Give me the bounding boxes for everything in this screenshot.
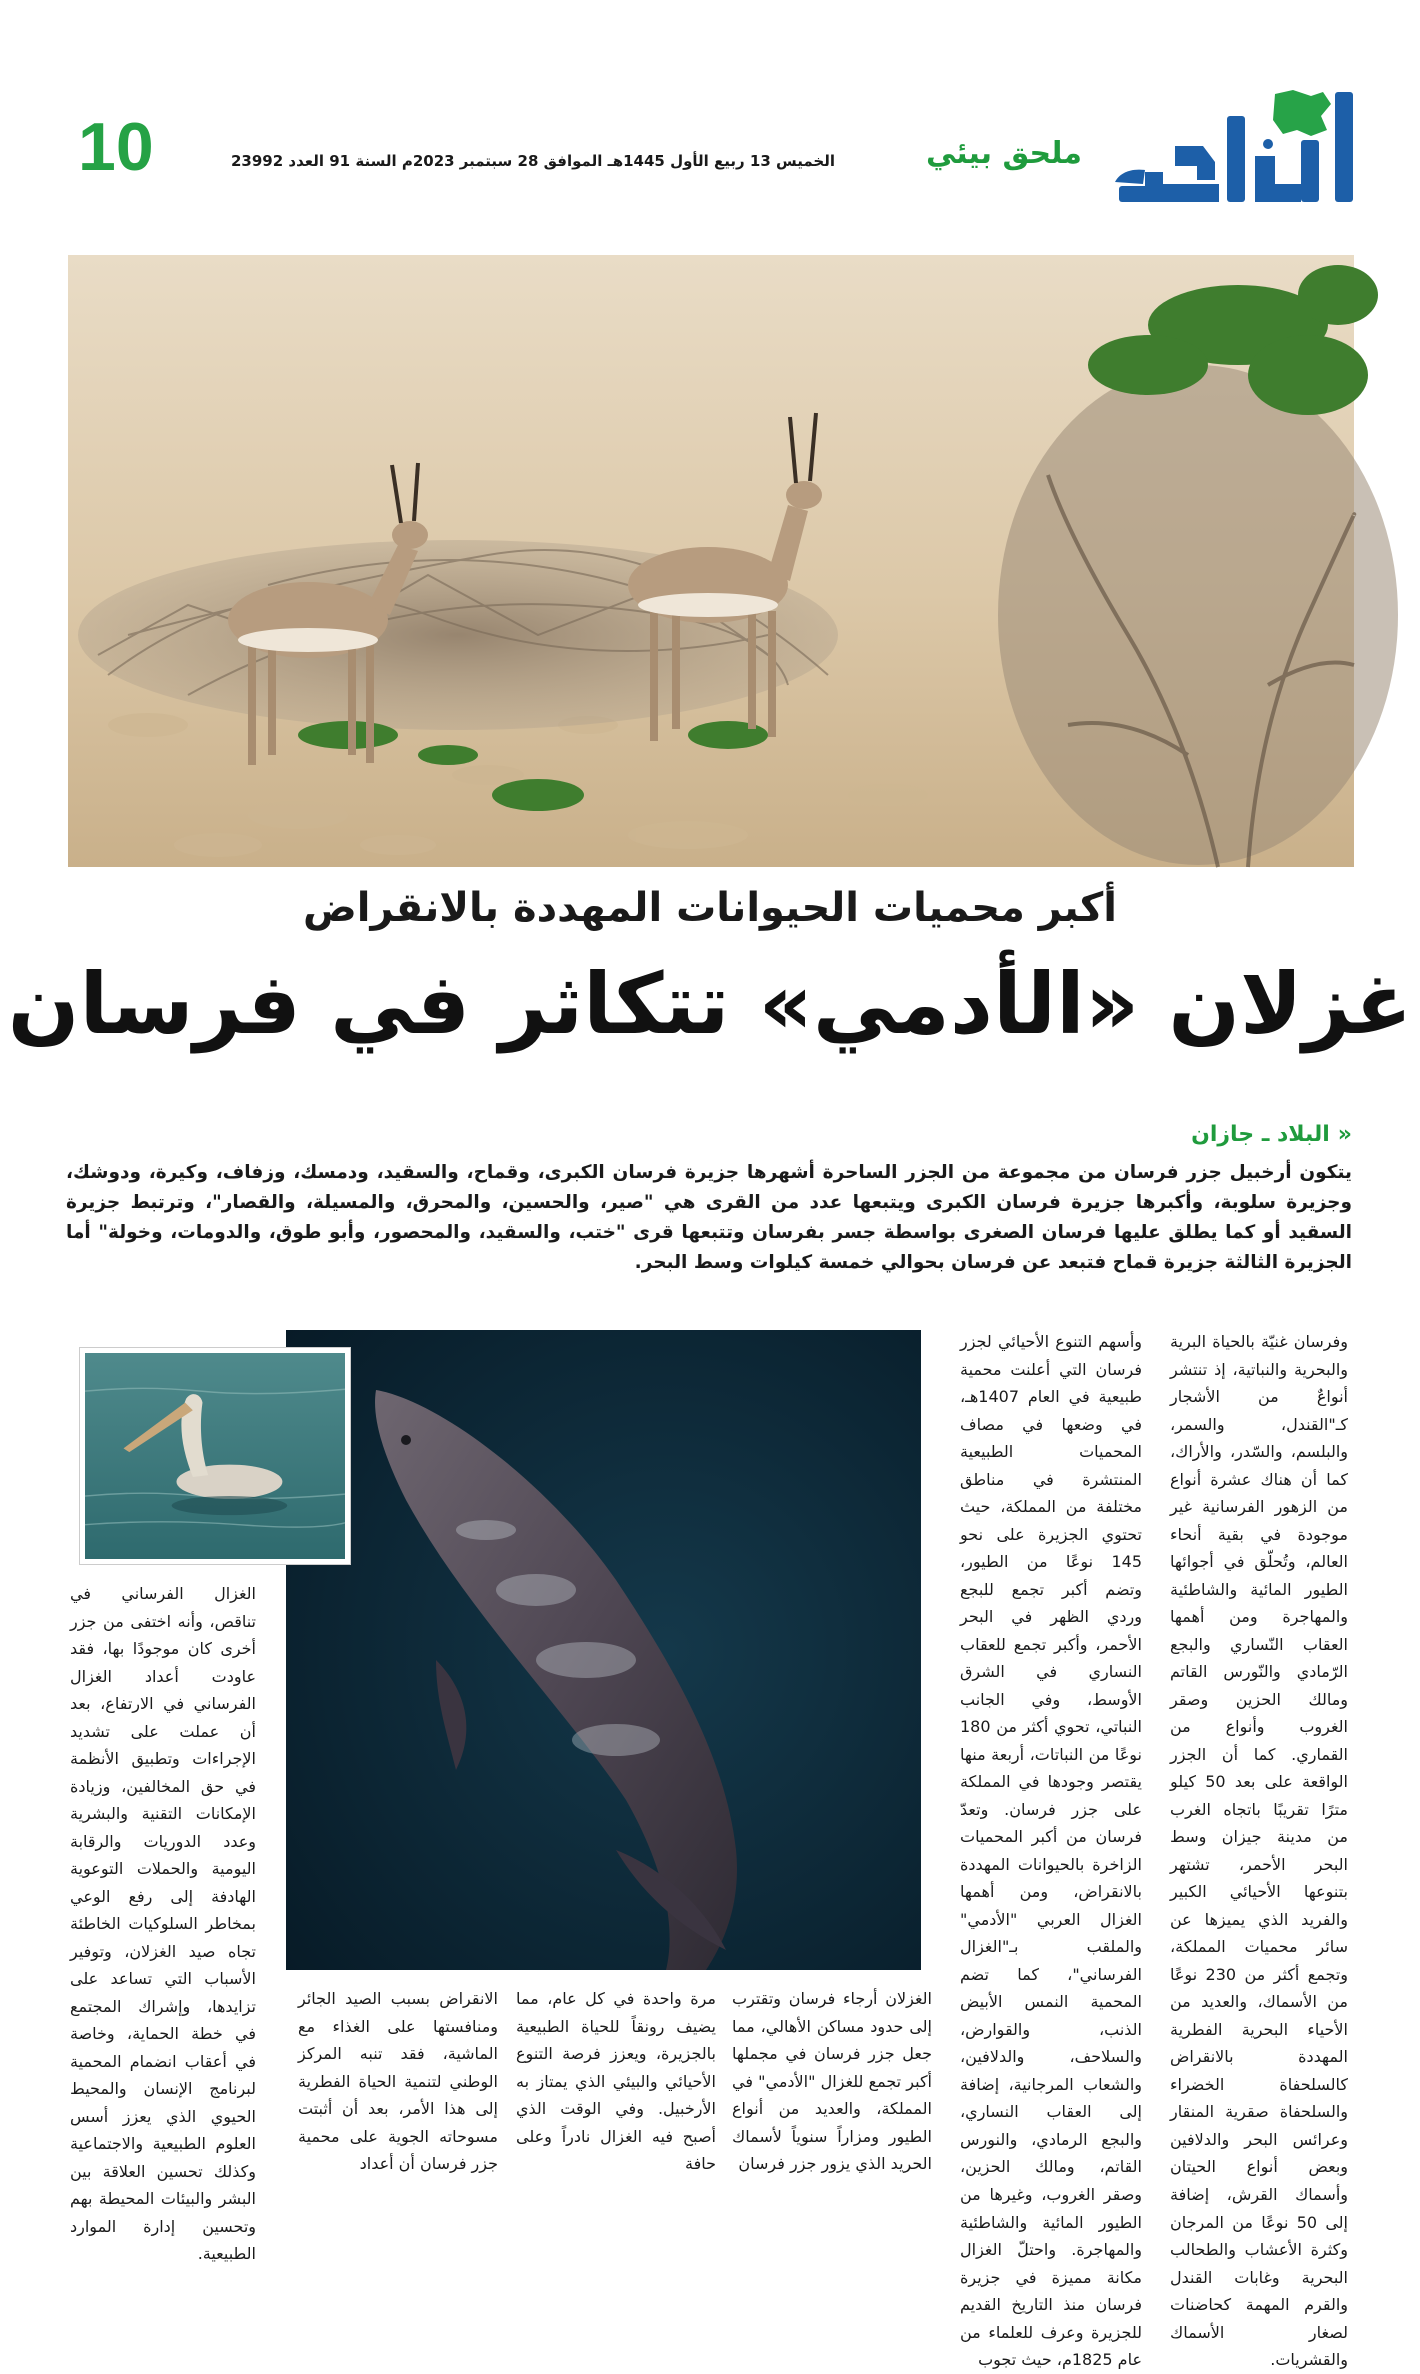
dolphin-photo [286, 1330, 921, 1970]
article-headline: غزلان «الأدمي» تتكاثر في فرسان [7, 955, 1413, 1053]
column-text: وأسهم التنوع الأحيائي لجزر فرسان التي أعلنت محمية طبيعية في العام 1407هـ، في وضعها في مصاف المحميات الطبيعية المنتشرة في مناطق مختلفة من المملكة، حيث تحتوي الجزيرة على نحو 145 نوعًا من الطيور، وتضم أكبر تجمع للبجع وردي الظهر في البحر الأحمر، وأكبر تجمع للعقاب النساري في الشرق الأوسط، وفي الجانب النباتي، تحوي أكثر من 180 نوعًا من النباتات، أربعة منها يقتصر وجودها في المملكة على جزر فرسان. وتعدّ فرسان من أكبر المحميات الزاخرة بالحيوانات المهددة بالانقراض، ومن أهمها الغزال العربي "الأدمي" والملقب بـ"الغزال الفرساني"، كما تضم المحمية النمس الأبيض الذنب، والقوارض، والسلاحف، والدلافين، والشعاب المرجانية، إضافة إلى العقاب النساري، والبجع الرمادي، والنورس القاتم، ومالك الحزين، وصقر الغروب، وغيرها من الطيور المائية والشاطئية والمهاجرة. واحتلّ الغزال مكانة مميزة في جزيرة فرسان منذ التاريخ القديم للجزيرة وعرف للعلماء من عام 1825م، حيث تجوب [960, 1332, 1142, 2370]
article-kicker: أكبر محميات الحيوانات المهددة بالانقراض [303, 885, 1117, 931]
article-column-6 [70, 1580, 256, 2268]
article-column-5 [298, 1985, 498, 2178]
column-text: مرة واحدة في كل عام، مما يضيف رونقاً للحياة الطبيعية بالجزيرة، ويعزز فرصة التنوع الأحيائي والبيئي الذي يمتاز به الأرخبيل. وفي الوقت الذي أصبح فيه الغزال نادراً وعلى حافة [516, 1989, 716, 2174]
column-text: الغزلان أرجاء فرسان وتقترب إلى حدود مساكن الأهالي، مما جعل جزر فرسان في مجملها أكبر تجمع للغزال "الأدمي" في المملكة، والعديد من أنواع الطيور ومزاراً سنوياً لأسماك الحريد الذي يزور جزر فرسان [732, 1989, 932, 2174]
column-text: الانقراض بسبب الصيد الجائر ومنافستها على الغذاء مع الماشية، فقد تنبه المركز الوطني لتنمية الحياة الفطرية إلى هذا الأمر، بعد أن أثبتت مسوحاته الجوية على محمية جزر فرسان أن أعداد [298, 1989, 498, 2174]
page-number: 10 [78, 109, 154, 185]
issue-dateline: الخميس 13 ربيع الأول 1445هـ الموافق 28 سبتمبر 2023م السنة 91 العدد 23992 [231, 152, 835, 170]
article-intro: يتكون أرخبيل جزر فرسان من مجموعة من الجزر الساحرة أشهرها جزيرة فرسان الكبرى، وقماح، والسقيد، ودمسك، وزفاف، وكيرة، ودوشك، وجزيرة سلوبة، وأكبرها جزيرة فرسان الكبرى ويتبعها عدد من القرى هي "صير، والحسين، والمحرق، والمسيلة، والقصار"، وترتبط جزيرة السقيد أو كما يطلق عليها فرسان الصغرى بواسطة جسر بفرسان وتتبعها قرى "ختب، والسقيد، والمحصور، وأبو طوق، والدومات، وخولة" أما الجزيرة الثالثة جزيرة قماح فتبعد عن فرسان بحوالي خمسة كيلوات وسط البحر. [66, 1162, 1352, 1273]
article-column-4 [516, 1985, 716, 2178]
newspaper-logo[interactable] [1115, 86, 1360, 210]
gazelles-photo [68, 255, 1354, 867]
article-byline [1191, 1122, 1352, 1147]
double-chevron-icon: « [1337, 1122, 1352, 1147]
supplement-label: ملحق بيئي [925, 136, 1082, 171]
pelican-photo [80, 1348, 350, 1564]
article-column-2 [960, 1328, 1142, 2374]
article-column-3 [732, 1985, 932, 2178]
column-text: وفرسان غنيّة بالحياة البرية والبحرية والنباتية، إذ تنتشر أنواعٌ من الأشجار كـ"القندل، والسمر، والبلسم، والسّدر، والأراك، كما أن هناك عشرة أنواع من الزهور الفرسانية غير موجودة في بقية أنحاء العالم، وتُحلّق في أجوائها الطيور المائية والشاطئية والمهاجرة ومن أهمها العقاب النّساري والبجع الرّمادي والنّورس القاتم ومالك الحزين وصقر الغروب وأنواع من القماري. كما أن الجزر الواقعة على بعد 50 كيلو مترًا تقريبًا باتجاه الغرب من مدينة جيزان وسط البحر الأحمر، تشتهر بتنوعها الأحيائي الكبير والفريد الذي يميزها عن سائر محميات المملكة، وتجمع أكثر من 230 نوعًا من الأسماك، والعديد من الأحياء البحرية الفطرية المهددة بالانقراض كالسلحفاة الخضراء والسلحفاة صقرية المنقار وعرائس البحر والدلافين وبعض أنواع الحيتان وأسماك القرش، إضافة إلى 50 نوعًا من المرجان وكثرة الأعشاب والطحالب البحرية وغابات القندل والقرم المهمة كحاضنات لصغار الأسماك والقشريات. [1170, 1332, 1348, 2370]
column-text: الغزال الفرساني في تناقص، وأنه اختفى من جزر أخرى كان موجودًا بها، فقد عاودت أعداد الغزال الفرساني في الارتفاع، بعد أن عملت على تشديد الإجراءات وتطبيق الأنظمة في حق المخالفين، وزيادة الإمكانات التقنية والبشرية وعدد الدوريات والرقابة اليومية والحملات التوعوية الهادفة إلى رفع الوعي بمخاطر السلوكيات الخاطئة تجاه صيد الغزلان، وتوفير الأسباب التي تساعد على تزايدها، وإشراك المجتمع في خطة الحماية، وخاصة في أعقاب انضمام المحمية لبرنامج الإنسان والمحيط الحيوي الذي يعزز أسس العلوم الطبيعية والاجتماعية وكذلك تحسين العلاقة بين البشر والبيئات المحيطة بهم وتحسين إدارة الموارد الطبيعية. [70, 1584, 256, 2264]
masthead [70, 80, 1360, 220]
byline-text: البلاد ـ جازان [1191, 1122, 1330, 1147]
article-column-1 [1170, 1328, 1348, 2374]
